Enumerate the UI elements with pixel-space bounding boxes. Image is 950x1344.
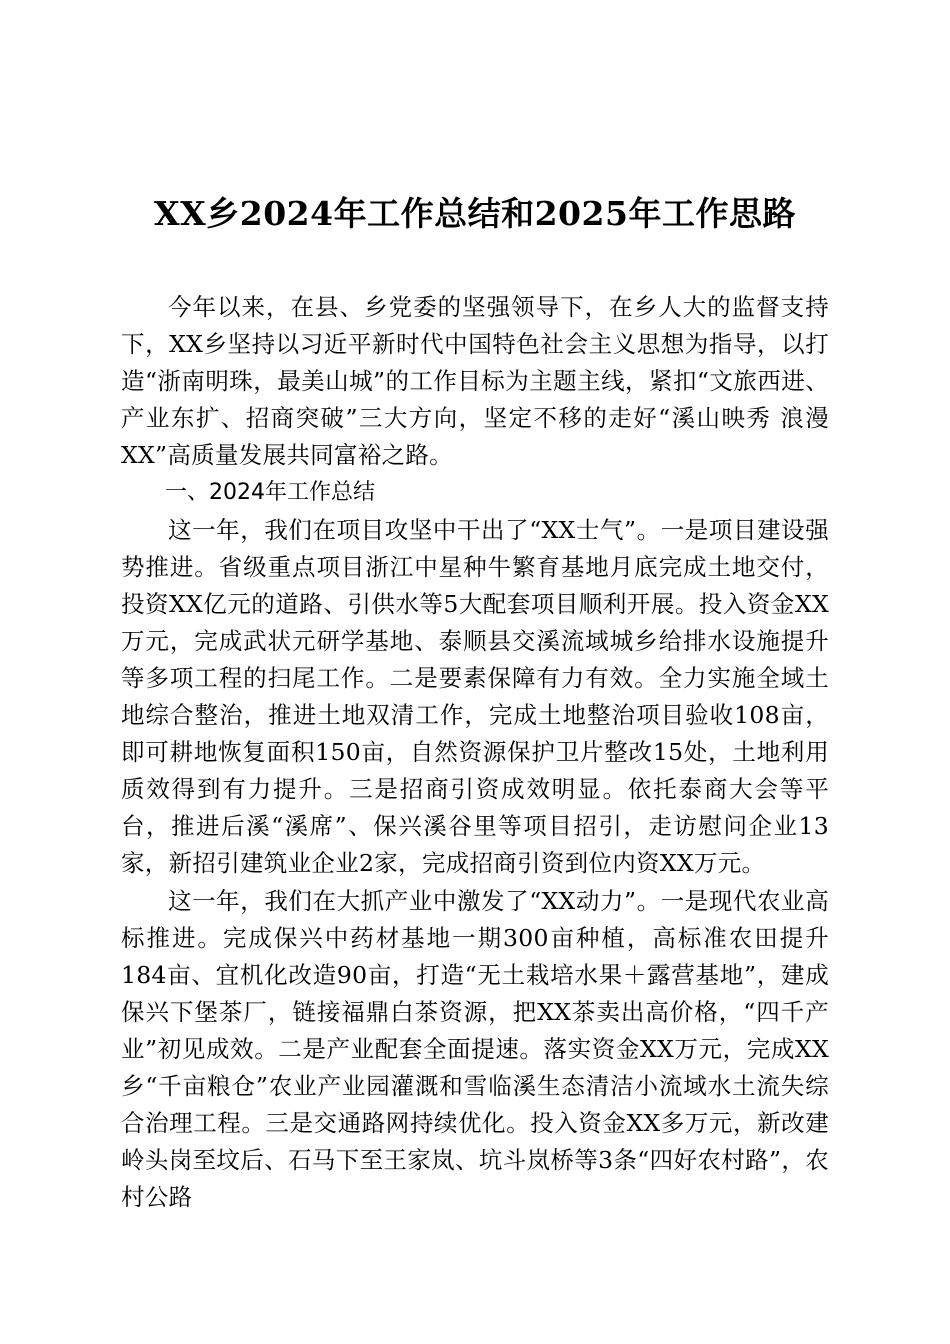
document-body bbox=[121, 289, 829, 1216]
intro-paragraph: 今年以来，在县、乡党委的坚强领导下，在乡人大的监督支持下，XX乡坚持以习近平新时代中国特色社会主义思想为指导，以打造“浙南明珠，最美山城”的工作目标为主题主线，紧扣“文旅西进、产业东扩、招商突破”三大方向，坚定不移的走好“溪山映秀 浪漫XX”高质量发展共同富裕之路。 bbox=[121, 293, 829, 470]
section-heading: 一、2024年工作总结 bbox=[165, 480, 375, 506]
body-paragraph: 这一年，我们在大抓产业中激发了“XX动力”。一是现代农业高标推进。完成保兴中药材基地一期300亩种植，高标准农田提升184亩、宜机化改造90亩，打造“无土栽培水果＋露营基地”，建成保兴下堡茶厂，链接福鼎白茶资源，把XX茶卖出高价格，“四千产业”初见成效。二是产业配套全面提速。落实资金XX万元，完成XX乡“千亩粮仓”农业产业园灌溉和雪临溪生态清洁小流域水土流失综合治理工程。三是交通路网持续优化。投入资金XX多万元，新改建岭头岗至坟后、石马下至王家岚、坑斗岚桥等3条“四好农村路”，农村公路 bbox=[121, 886, 829, 1212]
body-paragraph: 这一年，我们在项目攻坚中干出了“XX士气”。一是项目建设强势推进。省级重点项目浙江中星种牛繁育基地月底完成土地交付，投资XX亿元的道路、引供水等5大配套项目顺利开展。投入资金XX万元，完成武状元研学基地、泰顺县交溪流域城乡给排水设施提升等多项工程的扫尾工作。二是要素保障有力有效。全力实施全域土地综合整治，推进土地双清工作，完成土地整治项目验收108亩，即可耕地恢复面积150亩，自然资源保护卫片整改15处，土地利用质效得到有力提升。三是招商引资成效明显。依托泰商大会等平台，推进后溪“溪席”、保兴溪谷里等项目招引，走访慰问企业13家，新招引建筑业企业2家，完成招商引资到位内资XX万元。 bbox=[121, 515, 829, 878]
document-title: XX乡2024年工作总结和2025年工作思路 bbox=[154, 194, 796, 233]
